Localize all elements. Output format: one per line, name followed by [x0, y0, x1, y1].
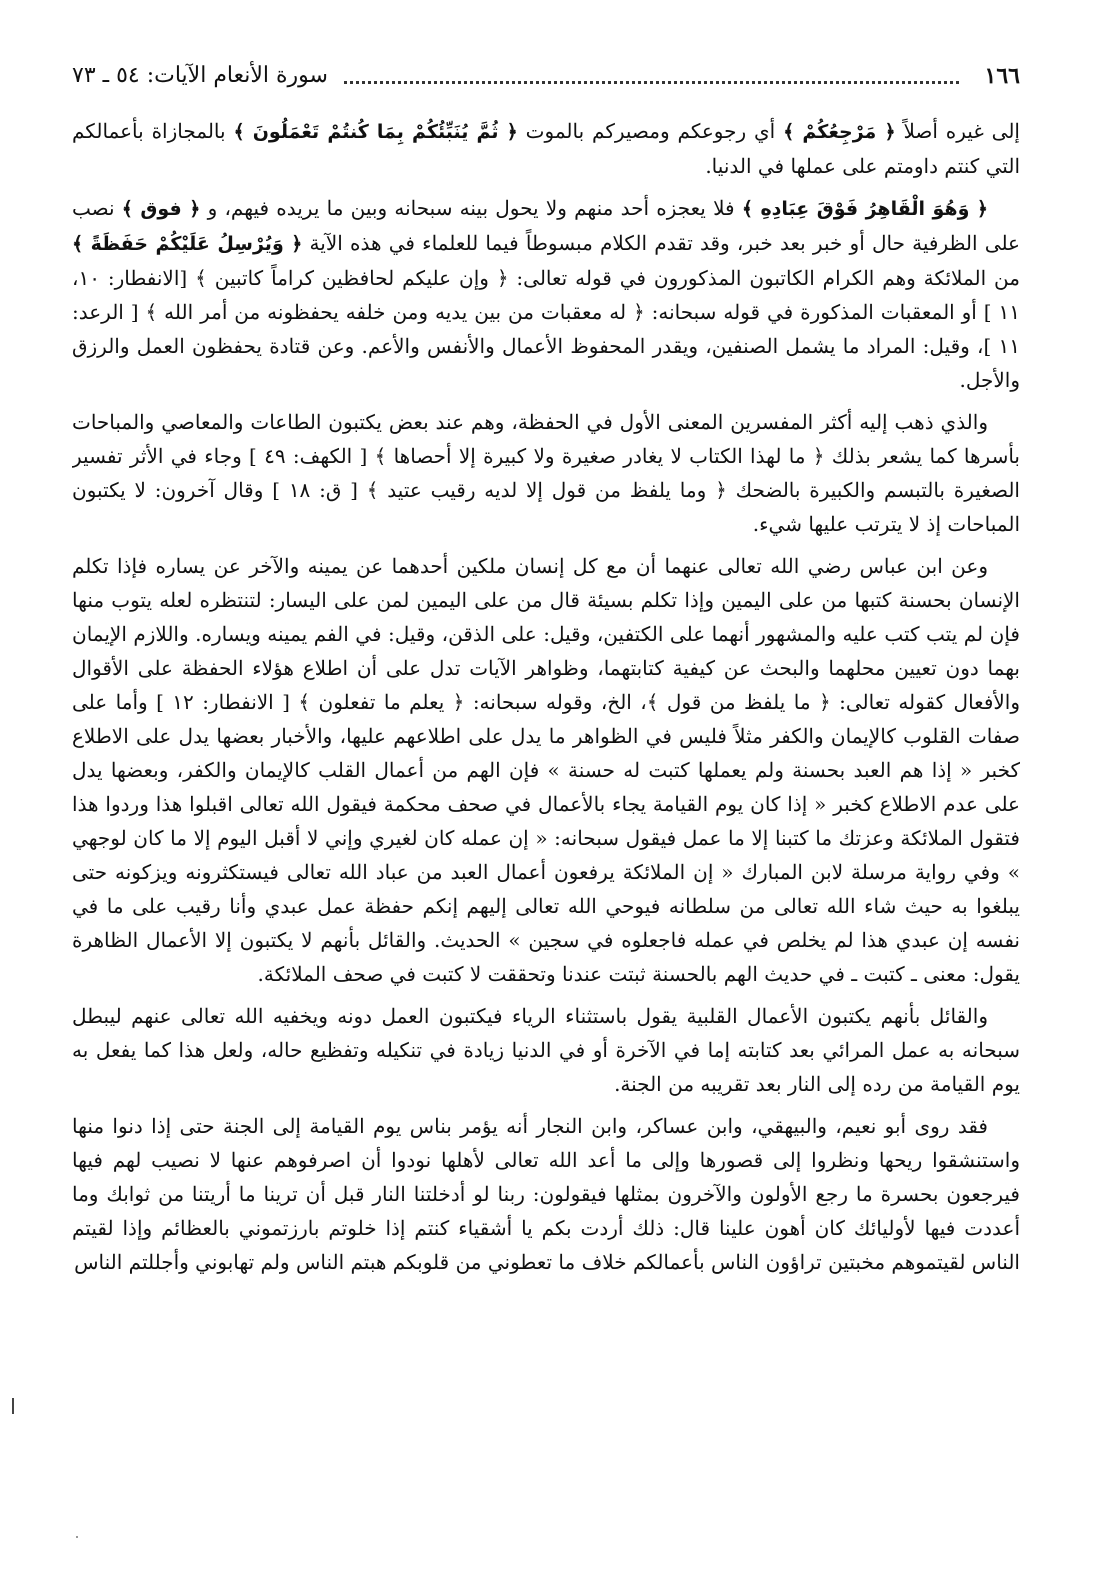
page-number: ١٦٦: [984, 63, 1020, 89]
body-text: [72, 114, 1020, 1279]
header-dotted-leader: [344, 81, 959, 84]
running-title: سورة الأنعام الآيات: ٥٤ ـ ٧٣: [72, 63, 328, 88]
text-segment: بالمجازاة بأعمالكم التي كنتم داومتم على عملها في الدنيا.: [72, 119, 1020, 178]
margin-mark: [12, 1398, 14, 1414]
paragraph: [72, 1109, 1020, 1279]
paragraph: [72, 405, 1020, 541]
scan-speck: [76, 1536, 78, 1538]
text-segment: فلا يعجزه أحد منهم ولا يحول بينه سبحانه وبين ما يريده فيهم، و: [200, 196, 742, 220]
paragraph: [72, 191, 1020, 397]
quran-quote: ﴿ مَرْجِعُكُمْ ﴾: [783, 121, 896, 143]
quran-quote: ﴿ وَيُرْسِلُ عَلَيْكُمْ حَفَظَةً ﴾: [72, 233, 303, 255]
text-segment: والذي ذهب إليه أكثر المفسرين المعنى الأول في الحفظة، وهم عند بعض يكتبون الطاعات والمعاصي والمباحات بأسرها كما يشعر بذلك ﴿ ما لهذا الكتاب لا يغادر صغيرة ولا كبيرة إلا أحصاها ﴾ [ الكهف: ٤٩ ] وجاء في الأثر تفسير الصغيرة بالتبسم والكبيرة بالضحك ﴿ وما يلفظ من قول إلا لديه رقيب عتيد ﴾ [ ق: ١٨ ] وقال آخرون: لا يكتبون المباحات إذ لا يترتب عليها شيء.: [72, 410, 1020, 536]
text-segment: إلى غيره أصلاً: [895, 119, 1020, 143]
text-segment: وعن ابن عباس رضي الله تعالى عنهما أن مع كل إنسان ملكين أحدهما عن يمينه والآخر عن يساره فإذا تكلم الإنسان بحسنة كتبها من على اليمين وإذا تكلم بسيئة قال من على اليمين لمن على اليسار: لتنتظره لعله يتوب منها فإن لم يتب كتب عليه والمشهور أنهما على الكتفين، وقيل: على الذقن، وقيل: في الفم يمينه ويساره. واللازم الإيمان بهما دون تعيين محلهما والبحث عن كيفية كتابتهما، وظواهر الآيات تدل على أن اطلاع هؤلاء الحفظة على الأقوال والأفعال كقوله تعالى: ﴿ ما يلفظ من قول ﴾، الخ، وقوله سبحانه: ﴿ يعلم ما تفعلون ﴾ [ الانفطار: ١٢ ] وأما على صفات القلوب كالإيمان والكفر مثلاً فليس في الظواهر ما يدل على اطلاعهم عليها، والأخبار بعضها يدل على الاطلاع كخبر « إذا هم العبد بحسنة ولم يعملها كتبت له حسنة » فإن الهم من أعمال القلب كالإيمان والكفر، وبعضها يدل على عدم الاطلاع كخبر « إذا كان يوم القيامة يجاء بالأعمال في صحف محكمة فيقول الله تعالى اقبلوا هذا وردوا هذا فتقول الملائكة وعزتك ما كتبنا إلا ما عمل فيقول سبحانه: « إن عمله كان لغيري وإني لا أقبل اليوم إلا ما كان لوجهي » وفي رواية مرسلة لابن المبارك « إن الملائكة يرفعون أعمال العبد من عباد الله تعالى فيستكثرونه ويزكونه حتى يبلغوا به حيث شاء الله تعالى من سلطانه فيوحي الله تعالى إليهم إنكم حفظة عمل عبدي وأنا رقيب على ما في نفسه إن عبدي هذا لم يخلص في عمله فاجعلوه في سجين » الحديث. والقائل بأنهم لا يكتبون إلا الأعمال الظاهرة يقول: معنى ـ كتبت ـ في حديث الهم بالحسنة ثبتت عندنا وتحققت لا كتبت في صحف الملائكة.: [72, 554, 1020, 986]
quran-quote: ﴿ فوق ﴾: [121, 198, 201, 220]
page-header: [72, 58, 1020, 94]
paragraph: [72, 114, 1020, 183]
text-segment: من الملائكة وهم الكرام الكاتبون المذكورون في قوله تعالى: ﴿ وإن عليكم لحافظين كراماً كاتبين ﴾ [الانفطار: ١٠، ١١ ] أو المعقبات المذكورة في قوله سبحانه: ﴿ له معقبات من بين يديه ومن خلفه يحفظونه من أمر الله ﴾ [ الرعد: ١١ ]، وقيل: المراد ما يشمل الصنفين، ويقدر المحفوظ الأعمال والأنفس والأعم. وعن قتادة يحفظون العمل والرزق والأجل.: [72, 266, 1020, 392]
quran-quote: ﴿ ثُمَّ يُنَبِّئُكُمْ بِمَا كُنتُمْ تَعْمَلُونَ ﴾: [233, 121, 518, 143]
quran-quote: ﴿ وَهُوَ الْقَاهِرُ فَوْقَ عِبَادِهِ ﴾: [741, 198, 989, 220]
text-segment: أي رجوعكم ومصيركم بالموت: [517, 119, 784, 143]
paragraph: [72, 549, 1020, 991]
text-segment: والقائل بأنهم يكتبون الأعمال القلبية يقول باستثناء الرياء فيكتبون العمل دونه ويخفيه الله تعالى عنهم ليبطل سبحانه به عمل المرائي بعد كتابته إما في الآخرة أو في الدنيا زيادة في تنكيله وتفظيع حاله، ولعل هذا كما يفعل به يوم القيامة من رده إلى النار بعد تقريبه من الجنة.: [72, 1004, 1020, 1096]
paragraph: [72, 999, 1020, 1101]
text-segment: نصب على الظرفية حال أو خبر بعد خبر، وقد تقدم الكلام مبسوطاً فيما للعلماء في هذه الآية: [72, 196, 1020, 255]
book-page: [72, 58, 1020, 1538]
text-segment: فقد روى أبو نعيم، والبيهقي، وابن عساكر، وابن النجار أنه يؤمر بناس يوم القيامة إلى الجنة حتى إذا دنوا منها واستنشقوا ريحها ونظروا إلى قصورها وإلى ما أعد الله تعالى لأهلها نودوا أن اصرفوهم عنها لا نصيب لهم فيها فيرجعون بحسرة ما رجع الأولون والآخرون بمثلها فيقولون: ربنا لو أدخلتنا النار قبل أن ترينا ما أريتنا من ثوابك وما أعددت فيها لأوليائك كان أهون علينا قال: ذلك أردت بكم يا أشقياء كنتم إذا خلوتم بارزتموني بالعظائم وإذا لقيتم الناس لقيتموهم مخبتين تراؤون الناس بأعمالكم خلاف ما تعطوني من قلوبكم هبتم الناس ولم تهابوني وأجللتم الناس: [72, 1114, 1020, 1274]
